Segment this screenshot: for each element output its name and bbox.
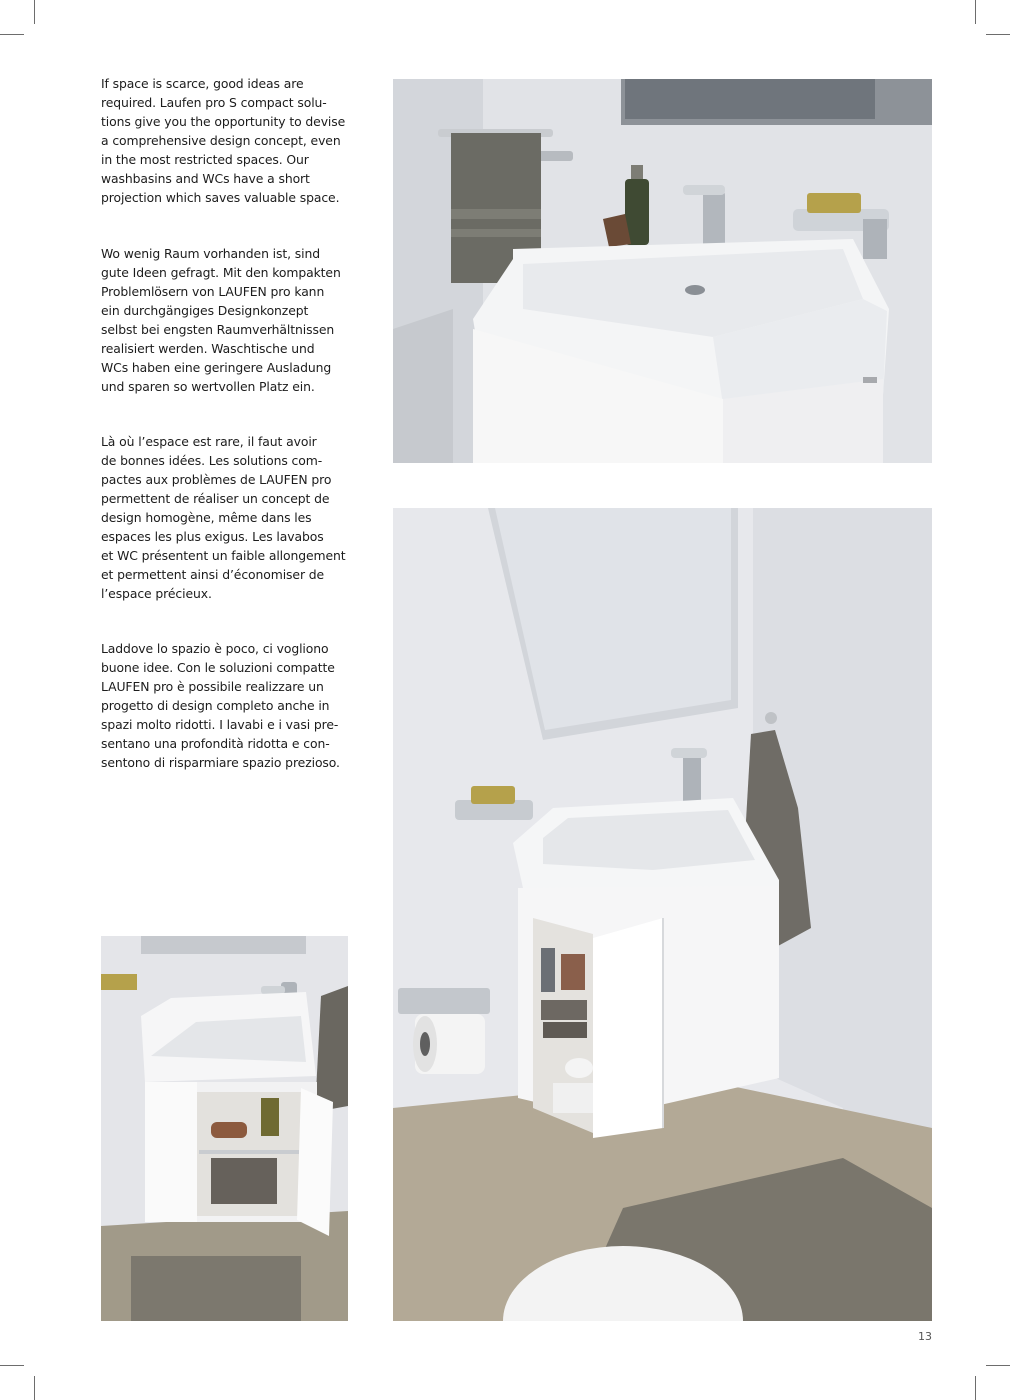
- photo-compact-vanity: [393, 508, 932, 1321]
- crop-mark: [986, 1365, 1010, 1366]
- crop-mark: [0, 34, 24, 35]
- page-number: 13: [918, 1330, 932, 1343]
- paragraph-french: Là où l’espace est rare, il faut avoir de bonnes idées. Les solutions com- pactes aux problèmes de LAUFEN pro permettent de réaliser un concept de design homogène, même dans les espaces les plus exigus. Les lavabos et WC présentent un faible allongement et permettent ainsi d’économiser de l’espace précieux.: [101, 434, 346, 601]
- paragraph-german: Wo wenig Raum vorhanden ist, sind gute Ideen gefragt. Mit den kompakten Problemlösern von LAUFEN pro kann ein durchgängiges Designkonzept selbst bei engsten Raumverhältnissen realisiert werden. Waschtische und WCs haben eine geringere Ausladung und sparen so wertvollen Platz ein.: [101, 246, 341, 394]
- crop-mark: [34, 1376, 35, 1400]
- crop-mark: [34, 0, 35, 24]
- paragraph-english: If space is scarce, good ideas are required. Laufen pro S compact solu- tions give you the opportunity to devise a comprehensive design concept, even in the most restricted spaces. Our washbasins and WCs have a short projection which saves valuable space.: [101, 76, 346, 205]
- photo-open-cabinet: [101, 936, 348, 1321]
- crop-mark: [975, 1376, 976, 1400]
- crop-mark: [0, 1365, 24, 1366]
- photo-washbasin-closeup: [393, 79, 932, 463]
- paragraph-italian: Laddove lo spazio è poco, ci vogliono buone idee. Con le soluzioni compatte LAUFEN pro è possibile realizzare un progetto di design completo anche in spazi molto ridotti. I lavabi e i vasi pre- sentano una profondità ridotta e con- sentono di risparmiare spazio prezioso.: [101, 641, 340, 770]
- crop-mark: [986, 34, 1010, 35]
- crop-mark: [975, 0, 976, 24]
